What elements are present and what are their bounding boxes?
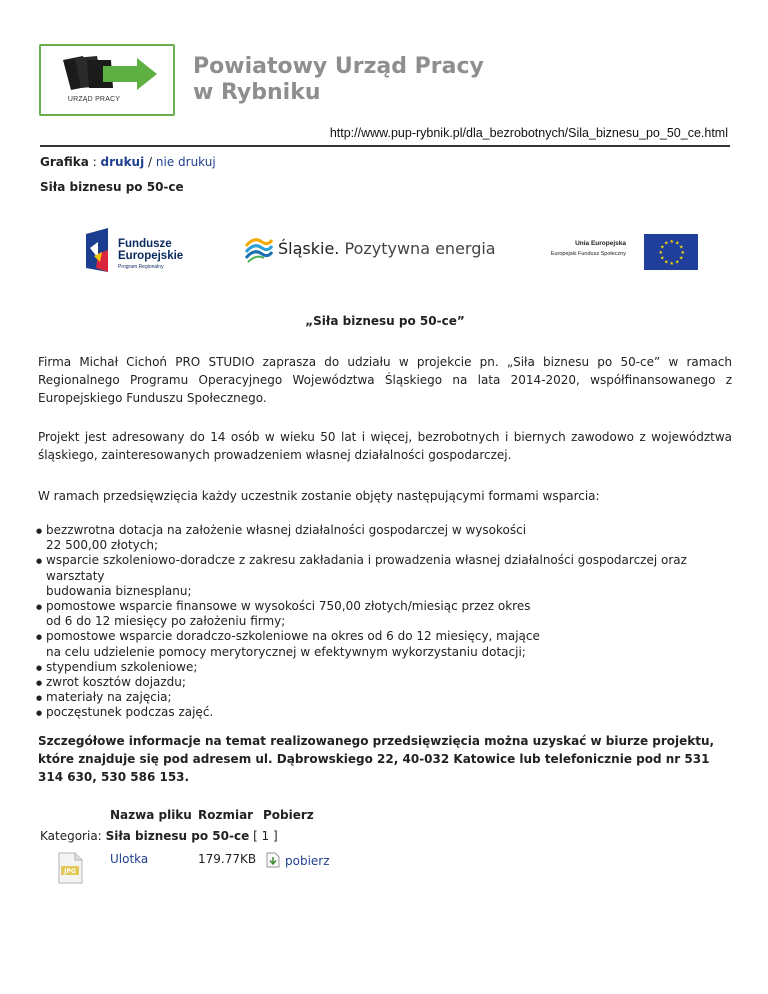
eu-line1: Unia Europejska xyxy=(575,240,626,247)
eu-flag-icon xyxy=(644,234,698,270)
list-item: ● pomostowe wsparcie doradczo-szkoleniowe na okres od 6 do 12 miesięcy, mające na celu udzielenie pomocy merytorycznej w efektywnym wykorzystaniu dotacji; xyxy=(38,629,738,659)
svg-text:★: ★ xyxy=(679,255,684,262)
col-header-name: Nazwa pliku xyxy=(110,808,192,822)
fe-line1: Fundusze xyxy=(118,238,172,250)
page-title: Siła biznesu po 50-ce xyxy=(40,180,184,194)
contact-paragraph: Szczegółowe informacje na temat realizowanego przedsięwzięcia można uzyskać w biurze projektu, które znajduje się pod adresem ul. Dąbrowskiego 22, 40-032 Katowice lub telefonicznie pod nr 531 314 630, 530 586 153. xyxy=(38,734,715,784)
download-link[interactable]: pobierz xyxy=(285,854,330,868)
category-count: [ 1 ] xyxy=(253,829,278,843)
intro-paragraph: Firma Michał Cichoń PRO STUDIO zaprasza do udziału w projekcie pn. „Siła biznesu po 50-ce” w ramach Regionalnego Programu Operacyjnego Województwa Śląskiego na lata 2014-2020, współfinansowanego z Europejskiego Funduszu Społecznego. xyxy=(38,355,732,405)
list-item: ● wsparcie szkoleniowo-doradcze z zakresu zakładania i prowadzenia własnej działalności gospodarczej oraz warsztaty budowania biznesplanu; xyxy=(38,553,738,599)
jpg-file-icon[interactable] xyxy=(55,852,85,884)
fundusze-star-icon xyxy=(84,228,114,274)
slaskie-waves-icon xyxy=(244,236,274,264)
fe-subtitle: Program Regionalny xyxy=(118,264,164,270)
svg-text:★: ★ xyxy=(675,259,680,266)
svg-text:★: ★ xyxy=(669,261,674,267)
svg-text:★: ★ xyxy=(679,244,684,251)
category-label: Kategoria: xyxy=(40,829,102,843)
fundusze-text xyxy=(118,238,183,262)
list-item: ● bezzwrotna dotacja na założenie własnej działalności gospodarczej w wysokości 22 500,00 złotych; xyxy=(38,523,738,553)
support-intro-paragraph: W ramach przedsięwzięcia każdy uczestnik zostanie objęty następującymi formami wsparcia: xyxy=(38,489,600,503)
list-item: ● pomostowe wsparcie finansowe w wysokości 750,00 złotych/miesiąc przez okres od 6 do 12 miesięcy po założeniu firmy; xyxy=(38,599,738,629)
fe-line2: Europejskie xyxy=(118,250,184,262)
list-item: ● zwrot kosztów dojazdu; xyxy=(38,675,738,690)
header-divider xyxy=(40,145,730,147)
svg-text:★: ★ xyxy=(664,259,669,266)
slaskie-tagline: Pozytywna energia xyxy=(344,239,496,258)
eu-logo xyxy=(528,234,688,270)
fundusze-europejskie-logo xyxy=(84,228,194,274)
svg-text:★: ★ xyxy=(669,239,674,245)
list-item: ● materiały na zajęcia; xyxy=(38,690,738,705)
eu-line2: Europejski Fundusz Społeczny xyxy=(550,251,626,257)
category-name: Siła biznesu po 50-ce xyxy=(105,829,250,843)
jpg-icon-label: JPG xyxy=(64,868,76,875)
svg-text:★: ★ xyxy=(664,240,669,247)
list-item: ● poczęstunek podczas zajęć. xyxy=(38,705,738,720)
svg-text:★: ★ xyxy=(675,240,680,247)
logo-caption: URZĄD PRACY xyxy=(67,96,121,103)
graphics-separator: : xyxy=(88,155,101,169)
support-list xyxy=(38,523,738,721)
page-url: http://www.pup-rybnik.pl/dla_bezrobotnych/Sila_biznesu_po_50_ce.html xyxy=(329,126,728,140)
graphics-label: Grafika xyxy=(40,155,89,169)
organization-name xyxy=(193,54,484,106)
slaskie-logo xyxy=(244,234,496,266)
print-link[interactable]: drukuj xyxy=(100,155,145,169)
org-name-line1: Powiatowy Urząd Pracy xyxy=(193,54,484,79)
list-item: ● stypendium szkoleniowe; xyxy=(38,660,738,675)
file-category xyxy=(40,829,278,843)
logo-cards-arrow-icon xyxy=(41,46,173,114)
download-icon[interactable] xyxy=(266,852,280,868)
file-name-link[interactable]: Ulotka xyxy=(110,852,149,866)
svg-text:★: ★ xyxy=(660,255,665,262)
svg-text:★: ★ xyxy=(680,250,685,256)
slaskie-text xyxy=(278,239,496,258)
svg-text:★: ★ xyxy=(660,244,665,251)
file-size: 179.77KB xyxy=(198,852,257,866)
article-heading: „Siła biznesu po 50-ce” xyxy=(305,314,465,328)
target-paragraph: Projekt jest adresowany do 14 osób w wieku 50 lat i więcej, bezrobotnych i biernych zawodowo z województwa śląskiego, zainteresowanych prowadzeniem własnej działalności gospodarczej. xyxy=(38,430,732,462)
site-logo[interactable] xyxy=(39,44,175,116)
graphics-toggle xyxy=(40,155,216,169)
svg-text:★: ★ xyxy=(658,250,663,256)
col-header-size: Rozmiar xyxy=(198,808,254,822)
graphics-slash: / xyxy=(144,155,156,169)
slaskie-name: Śląskie. xyxy=(278,239,340,258)
org-name-line2: w Rybniku xyxy=(193,80,321,105)
no-print-link[interactable]: nie drukuj xyxy=(155,155,216,169)
col-header-download: Pobierz xyxy=(263,808,314,822)
